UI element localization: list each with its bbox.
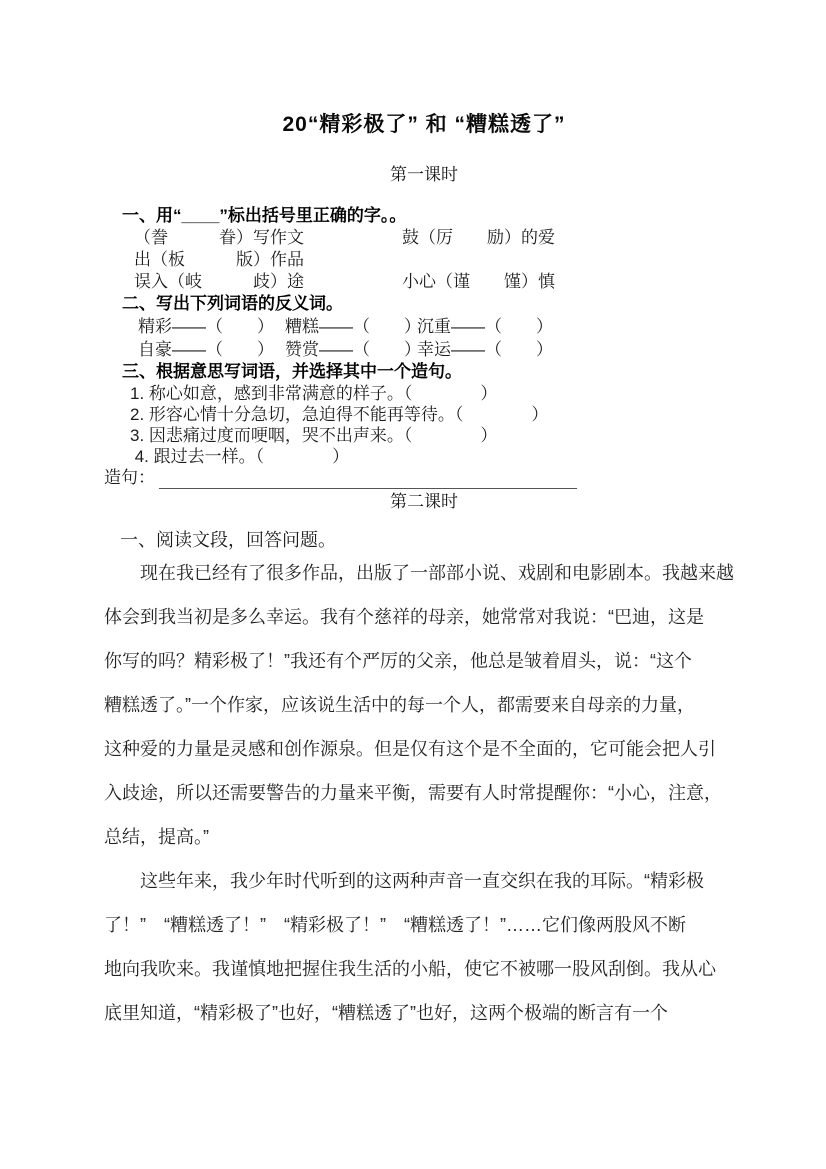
lesson2-heading: 第二课时 [390,492,458,511]
sentence-making-row [104,467,744,489]
char-choice-row [134,227,744,249]
antonym-cell: 赞赏——（ ） [285,340,421,359]
antonym-cell: 自豪——（ ） [138,340,274,359]
passage-line: 现在我已经有了很多作品，出版了一部部小说、戏剧和电影剧本。我越来越 [104,563,734,583]
passage-line: 入歧途，所以还需要警告的力量来平衡，需要有人时常提醒你：“小心，注意， [104,783,722,803]
meaning-item: 2. 形容心情十分急切，急迫得不能再等待。（ ） [130,405,549,424]
passage-line: 你写的吗？精彩极了！”我还有个严厉的父亲，他总是皱着眉头，说：“这个 [104,651,692,671]
section3-title: 三、根据意思写词语，并选择其中一个造句。 [122,362,462,381]
antonym-cell: 沉重——（ ） [417,317,553,336]
meaning-item: 4. 跟过去一样。（ ） [130,447,350,466]
passage-line: 这种爱的力量是灵感和创作源泉。但是仅有这个是不全面的，它可能会把人引 [104,739,716,759]
antonym-row [138,338,744,361]
passage-line: 这些年来，我少年时代听到的这两种声音一直交织在我的耳际。“精彩极 [104,871,704,891]
sentence-blank-underline [159,470,577,489]
passage-line: 体会到我当初是多么幸运。我有个慈祥的母亲，她常常对我说：“巴迪，这是 [104,607,704,627]
char-choice-right: 小心（谨 馑）慎 [402,272,555,291]
antonym-cell: 精彩——（ ） [138,317,274,336]
meaning-item: 1. 称心如意，感到非常满意的样子。（ ） [130,384,498,403]
antonym-cell: 糟糕——（ ） [285,317,421,336]
antonym-cell: 幸运——（ ） [417,340,553,359]
passage-line: 底里知道，“精彩极了”也好，“糟糕透了”也好，这两个极端的断言有一个 [104,1003,668,1023]
char-choice-right: 鼓（厉 励）的爱 [402,228,555,247]
worksheet-page [104,0,744,1035]
char-choice-row [134,249,744,271]
reading-passage [104,551,744,1035]
antonym-row [138,315,744,338]
section1-title: 一、用“____”标出括号里正确的字。。 [122,206,407,225]
passage-line: 地向我吹来。我谨慎地把握住我生活的小船，使它不被哪一股风刮倒。我从心 [104,959,716,979]
lesson1-heading: 第一课时 [390,165,458,184]
char-choice-row [134,271,744,293]
sentence-making-label: 造句： [104,468,155,487]
passage-line: 总结，提高。” [104,827,209,847]
char-choice-left: 误入（岐 歧）途 [134,272,304,291]
passage-line: 了！” “糟糕透了！” “精彩极了！” “糟糕透了！”……它们像两股风不断 [104,915,686,935]
char-choice-left: （誊 眷）写作文 [134,228,304,247]
meaning-item: 3. 因悲痛过度而哽咽，哭不出声来。（ ） [130,426,498,445]
passage-line: 糟糕透了。”一个作家，应该说生活中的每一个人，都需要来自母亲的力量， [104,695,695,715]
page-title: 20“精彩极了” 和 “糟糕透了” [282,113,566,136]
char-choice-left: 出（板 版）作品 [134,250,304,269]
reading-section-title: 一、阅读文段，回答问题。 [120,530,336,550]
section2-title: 二、写出下列词语的反义词。 [122,294,343,313]
